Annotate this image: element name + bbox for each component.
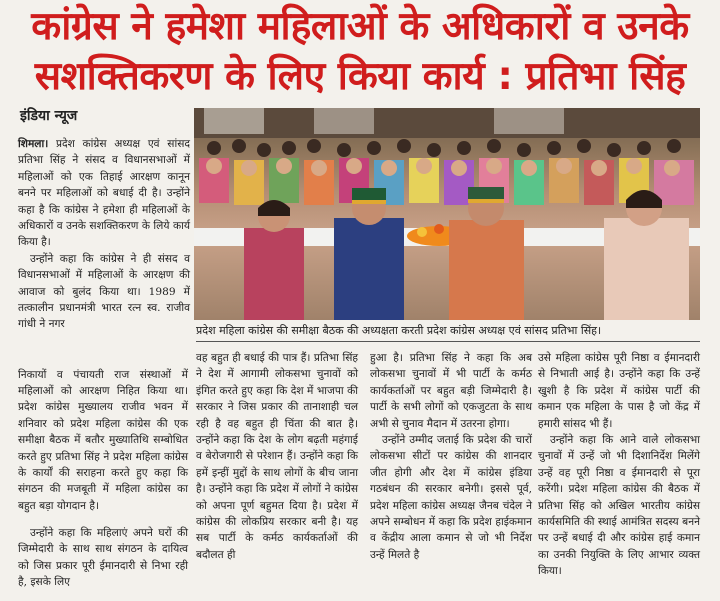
left-paragraph-1: प्रदेश कांग्रेस अध्यक्ष एवं सांसद प्रतिभा सिंह ने संसद व विधानसभाओं में महिलाओं को एक तिहाई आरक्षण कानून बनने पर महिलाओं को बधाई दी है। उन्होंने कहा है कि कांग्रेस ने हमेशा ही महिलाओं के अधिकारों व उनके सशक्तिकरण के लिये कार्य किया है। — [18, 138, 190, 249]
headline-line-1: कांग्रेस ने हमेशा महिलाओं के अधिकारों व उनके — [31, 4, 689, 49]
left-column — [18, 136, 190, 333]
column-3 — [370, 350, 532, 563]
photo-caption: प्रदेश महिला कांग्रेस की समीक्षा बैठक की अध्यक्षता करती प्रदेश कांग्रेस अध्यक्ष एवं सांसद प्रतिभा सिंह। — [196, 324, 700, 342]
column-2 — [196, 350, 358, 563]
agency-byline: इंडिया न्यूज — [20, 108, 78, 124]
column-3-text-b: उन्होंने उम्मीद जताई कि प्रदेश की चारों लोकसभा सीटों पर कांग्रेस की शानदार जीत होगी और देश में कांग्रेस इंडिया गठबंधन की सरकार बनेगी। इससे पूर्व, प्रदेश महिला कांग्रेस अध्यक्ष जैनब चंदेल ने अपने सम्बोधन में कहा कि प्रदेश हाईकमान व केंद्रीय आला कमान से जो भी निर्देश उन्हें मिलते है — [370, 434, 532, 561]
meeting-photo — [194, 108, 700, 320]
left-paragraph-2: उन्होंने कहा कि कांग्रेस ने ही संसद व विधानसभाओं में महिलाओं के आरक्षण की आवाज को बुलंद किया था। 1989 में तत्कालीन प्रधानमंत्री भारत रत्न स्व. राजीव गांधी ने नगर — [18, 252, 190, 331]
meeting-photo-illustration — [194, 108, 700, 320]
left-paragraph-4: उन्होंने कहा कि महिलाएं अपने घरों की जिम्मेदारी के साथ साथ संगठन के दायित्व को जिस प्रकार पूरी ईमानदारी से निभा रही है, इसके लिए — [18, 526, 188, 589]
headline-line-2: सशक्तिकरण के लिए किया कार्य : प्रतिभा सिंह — [34, 54, 686, 99]
column-2-text: वह बहुत ही बधाई की पात्र हैं। प्रतिभा सिंह ने देश में आगामी लोकसभा चुनावों को इंगित करते हुए कहा कि देश में भाजपा की सरकार ने जिस प्रकार की तानाशाही चल रही है वह बहुत ही चिंता की बात है। उन्होंने कहा कि देश के लोग बढ़ती महंगाई व बेरोजगारी से परेशान हैं। उन्होंने कहा कि हमें इन्हीं मुद्दों के साथ लोगों के बीच जाना है। उन्होंने कहा कि प्रदेश में लोगों ने कांग्रेस को अपना पूर्ण बहुमत दिया है। प्रदेश में कांग्रेस की लोकप्रिय सरकार बनी है। यह सब पार्टी के कर्मठ कार्यकर्ताओं की बदौलत ही — [196, 352, 358, 561]
dateline: शिमला। — [18, 138, 49, 150]
column-4-text-b: उन्होंने कहा कि आने वाले लोकसभा चुनावों में उन्हें जो भी दिशानिर्देश मिलेंगे उन्हें वह पूरी निष्ठा व ईमानदारी से पूरा करेंगी। प्रदेश महिला कांग्रेस की बैठक में प्रतिभा सिंह को अखिल भारतीय कांग्रेस कार्यसमिति की स्थाई आमंत्रित सदस्य बनने पर उन्हें बधाई दी और कांग्रेस हाई कमान का उनकी नियुक्ति के लिए आभार व्यक्त किया। — [538, 434, 700, 578]
column-4 — [538, 350, 700, 580]
column-3-text: हुआ है। प्रतिभा सिंह ने कहा कि अब लोकसभा चुनावों में भी पार्टी के कर्मठ कार्यकर्ताओं पर बहुत बड़ी जिम्मेदारी है। पार्टी के सभी लोगों को एकजुटता के साथ अभी से चुनाव मैदान में उतरना होगा। — [370, 352, 532, 430]
left-column-lower — [18, 356, 188, 601]
column-4-text: उसे महिला कांग्रेस पूरी निष्ठा व ईमानदारी से निभाती आई है। उन्होंने कहा कि उन्हें खुशी है कि प्रदेश में कांग्रेस पार्टी की कमान एक महिला के पास है जो केंद्र में हमारी सांसद भी हैं। — [538, 352, 700, 430]
left-paragraph-3: निकायों व पंचायती राज संस्थाओं में महिलाओं को आरक्षण निहित किया था। प्रदेश कांग्रेस मुख्यालय राजीव भवन में शनिवार को प्रदेश महिला कांग्रेस की एक समीक्षा बैठक में बतौर मुख्यातिथि सम्बोधित करते हुए प्रतिभा सिंह ने प्रदेश महिला कांग्रेस के कार्यों की सराहना करते हुए कहा कि संगठन की मजबूती में महिला कांग्रेस का बहुत बड़ा योगदान है। — [18, 368, 188, 512]
